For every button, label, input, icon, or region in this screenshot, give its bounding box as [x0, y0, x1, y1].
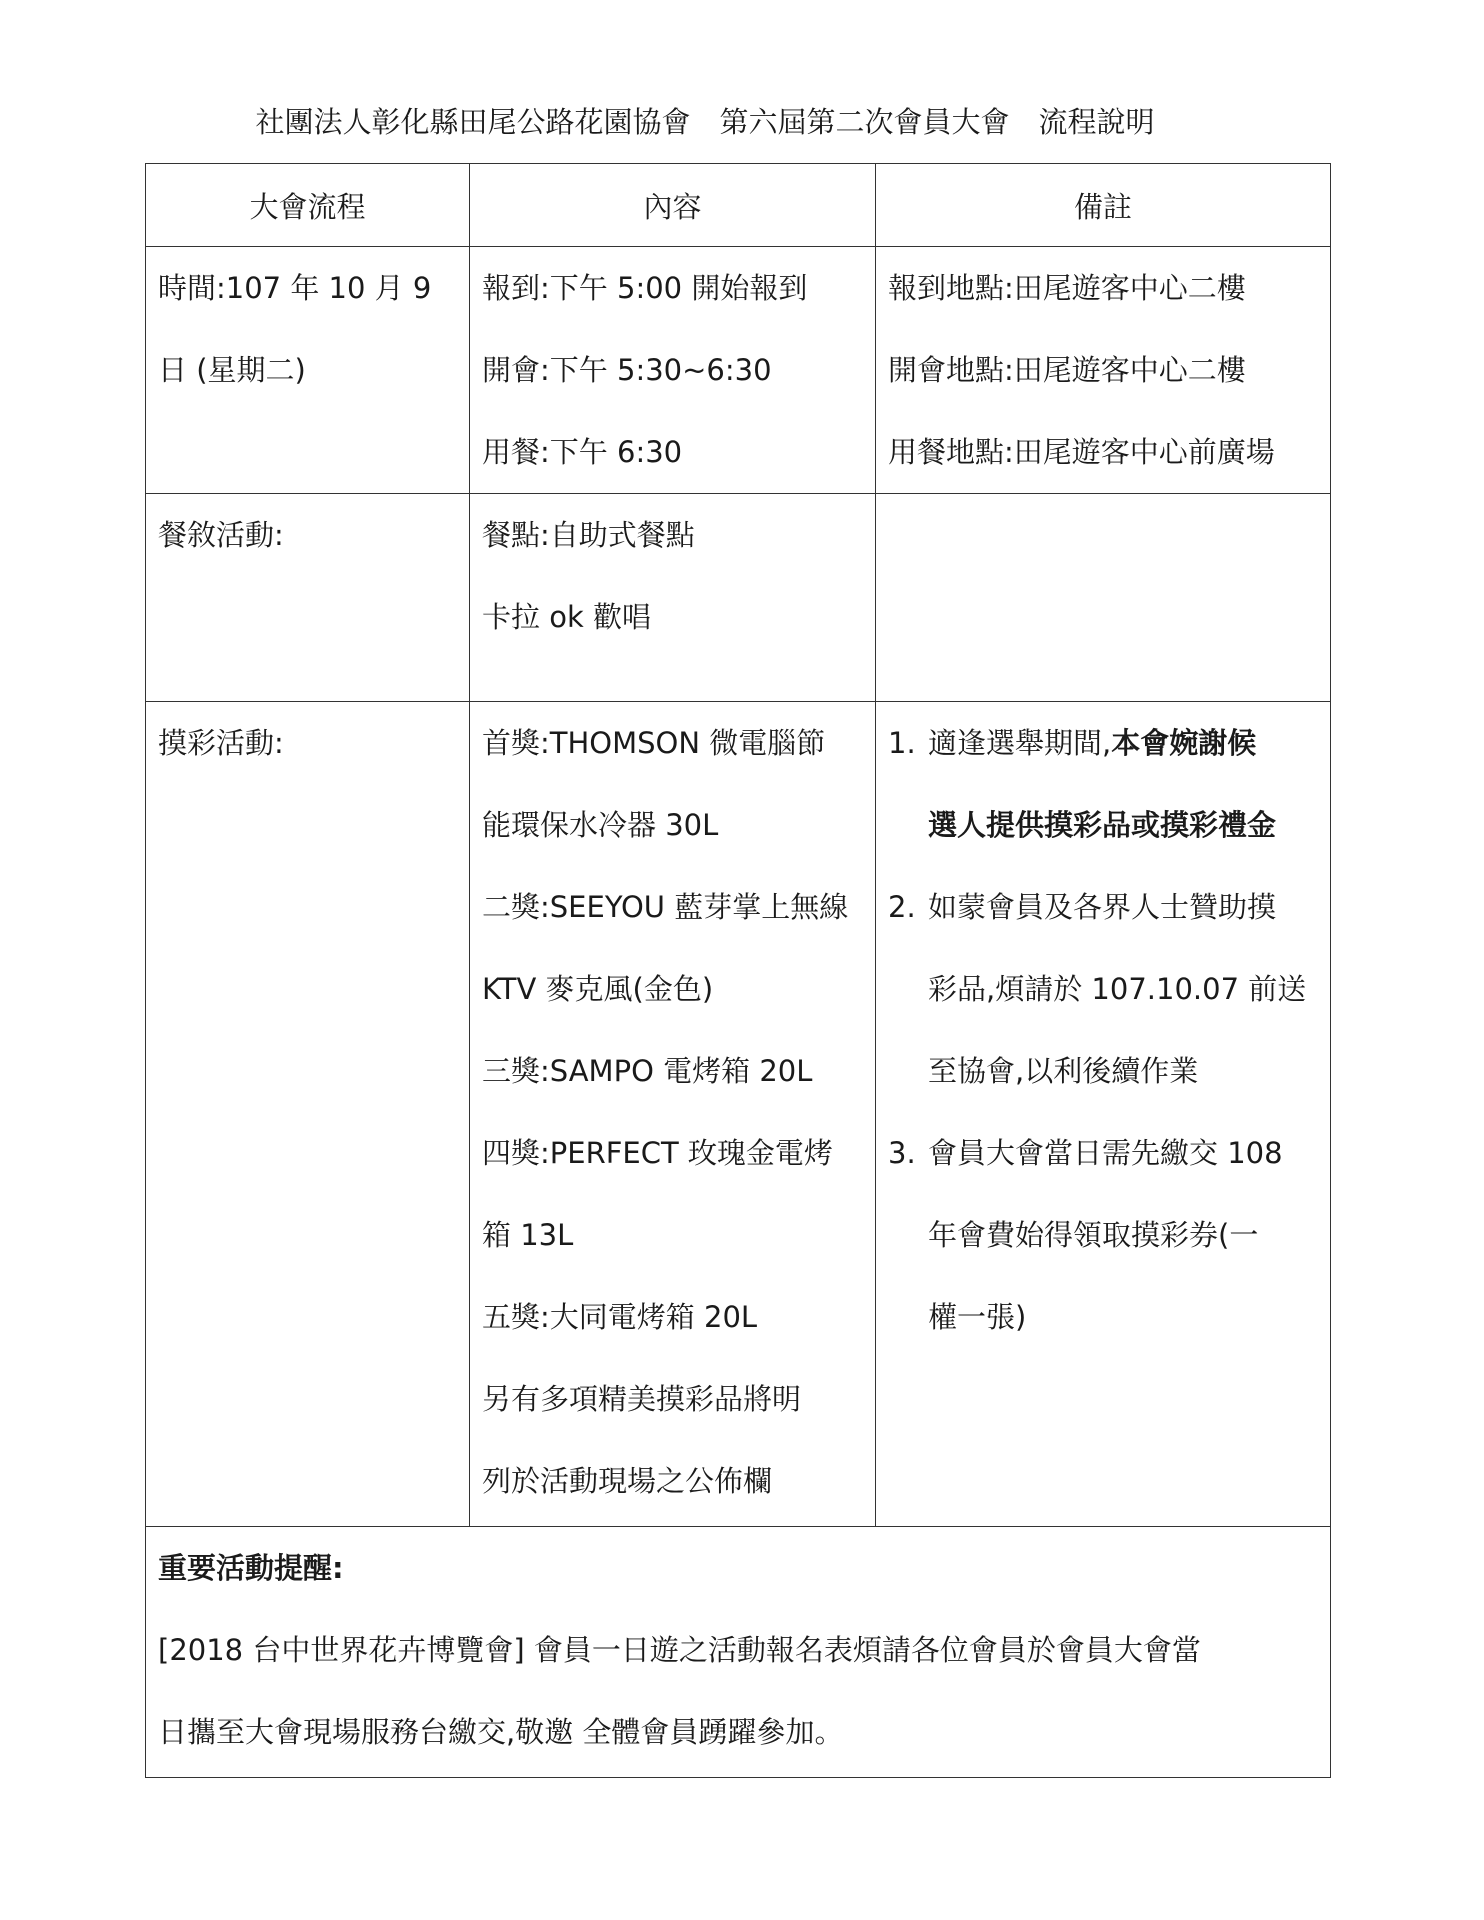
reminder-text: [2018 台中世界花卉博覽會] 會員一日遊之活動報名表煩請各位會員於會員大會當	[158, 1633, 1201, 1667]
meal-item: 餐點:自助式餐點	[482, 518, 695, 552]
prize-line: 箱 13L	[482, 1218, 574, 1252]
note-text: 至協會,以利後續作業	[928, 1054, 1199, 1088]
time-line: 時間:107 年 10 月 9	[158, 271, 432, 305]
meal-location: 用餐地點:田尾遊客中心前廣場	[888, 435, 1275, 469]
note-item	[888, 866, 1318, 948]
prize-line: KTV 麥克風(金色)	[482, 972, 714, 1006]
note-number: 2.	[888, 890, 916, 924]
dinner-label: 餐敘活動:	[158, 518, 284, 552]
note-text: 適逢選舉期間,	[928, 726, 1112, 760]
note-item	[888, 702, 1318, 784]
prize-line: 另有多項精美摸彩品將明	[482, 1382, 802, 1416]
document-title: 社團法人彰化縣田尾公路花園協會 第六屆第二次會員大會 流程說明	[255, 105, 1155, 139]
checkin-time: 報到:下午 5:00 開始報到	[482, 271, 808, 305]
table-row-time	[146, 247, 1331, 494]
table-row-raffle	[146, 702, 1331, 1527]
table-header-row	[146, 164, 1331, 247]
raffle-notes-cell	[876, 702, 1331, 1527]
note-text: 彩品,煩請於 107.10.07 前送	[928, 972, 1307, 1006]
prize-list-cell	[470, 702, 876, 1527]
time-cell	[146, 247, 470, 494]
reminder-text: 日攜至大會現場服務台繳交,敬邀 全體會員踴躍參加。	[158, 1715, 844, 1749]
raffle-label: 摸彩活動:	[158, 726, 284, 760]
table-row-reminder	[146, 1527, 1331, 1778]
prize-line: 四獎:PERFECT 玫瑰金電烤	[482, 1136, 833, 1170]
note-item	[888, 1112, 1318, 1194]
karaoke-item: 卡拉 ok 歡唱	[482, 600, 651, 634]
note-number: 3.	[888, 1136, 916, 1170]
raffle-label-cell	[146, 702, 470, 1527]
prize-line: 三獎:SAMPO 電烤箱 20L	[482, 1054, 813, 1088]
prize-line: 能環保水冷器 30L	[482, 808, 719, 842]
meeting-location: 開會地點:田尾遊客中心二樓	[888, 353, 1246, 387]
note-text: 權一張)	[928, 1300, 1027, 1334]
note-text: 會員大會當日需先繳交 108	[928, 1136, 1283, 1170]
reminder-cell	[146, 1527, 1331, 1778]
schedule-table	[145, 163, 1331, 1778]
dinner-label-cell	[146, 494, 470, 702]
header-process: 大會流程	[146, 164, 470, 247]
dinner-content-cell	[470, 494, 876, 702]
location-cell	[876, 247, 1331, 494]
meal-time: 用餐:下午 6:30	[482, 435, 683, 469]
note-text-bold: 選人提供摸彩品或摸彩禮金	[928, 808, 1277, 842]
reminder-title: 重要活動提醒:	[158, 1551, 344, 1585]
note-number: 1.	[888, 726, 916, 760]
checkin-location: 報到地點:田尾遊客中心二樓	[888, 271, 1246, 305]
prize-line: 列於活動現場之公佈欄	[482, 1464, 773, 1498]
note-text: 如蒙會員及各界人士贊助摸	[928, 890, 1277, 924]
prize-line: 首獎:THOMSON 微電腦節	[482, 726, 826, 760]
note-text: 年會費始得領取摸彩券(一	[928, 1218, 1259, 1252]
note-text-bold: 本會婉謝候	[1111, 726, 1257, 760]
meeting-time: 開會:下午 5:30~6:30	[482, 353, 772, 387]
table-row-dinner	[146, 494, 1331, 702]
prize-line: 二獎:SEEYOU 藍芽掌上無線	[482, 890, 849, 924]
time-line: 日 (星期二)	[158, 353, 306, 387]
header-remarks: 備註	[876, 164, 1331, 247]
header-content: 內容	[470, 164, 876, 247]
schedule-cell	[470, 247, 876, 494]
dinner-remarks-cell	[876, 494, 1331, 702]
prize-line: 五獎:大同電烤箱 20L	[482, 1300, 758, 1334]
